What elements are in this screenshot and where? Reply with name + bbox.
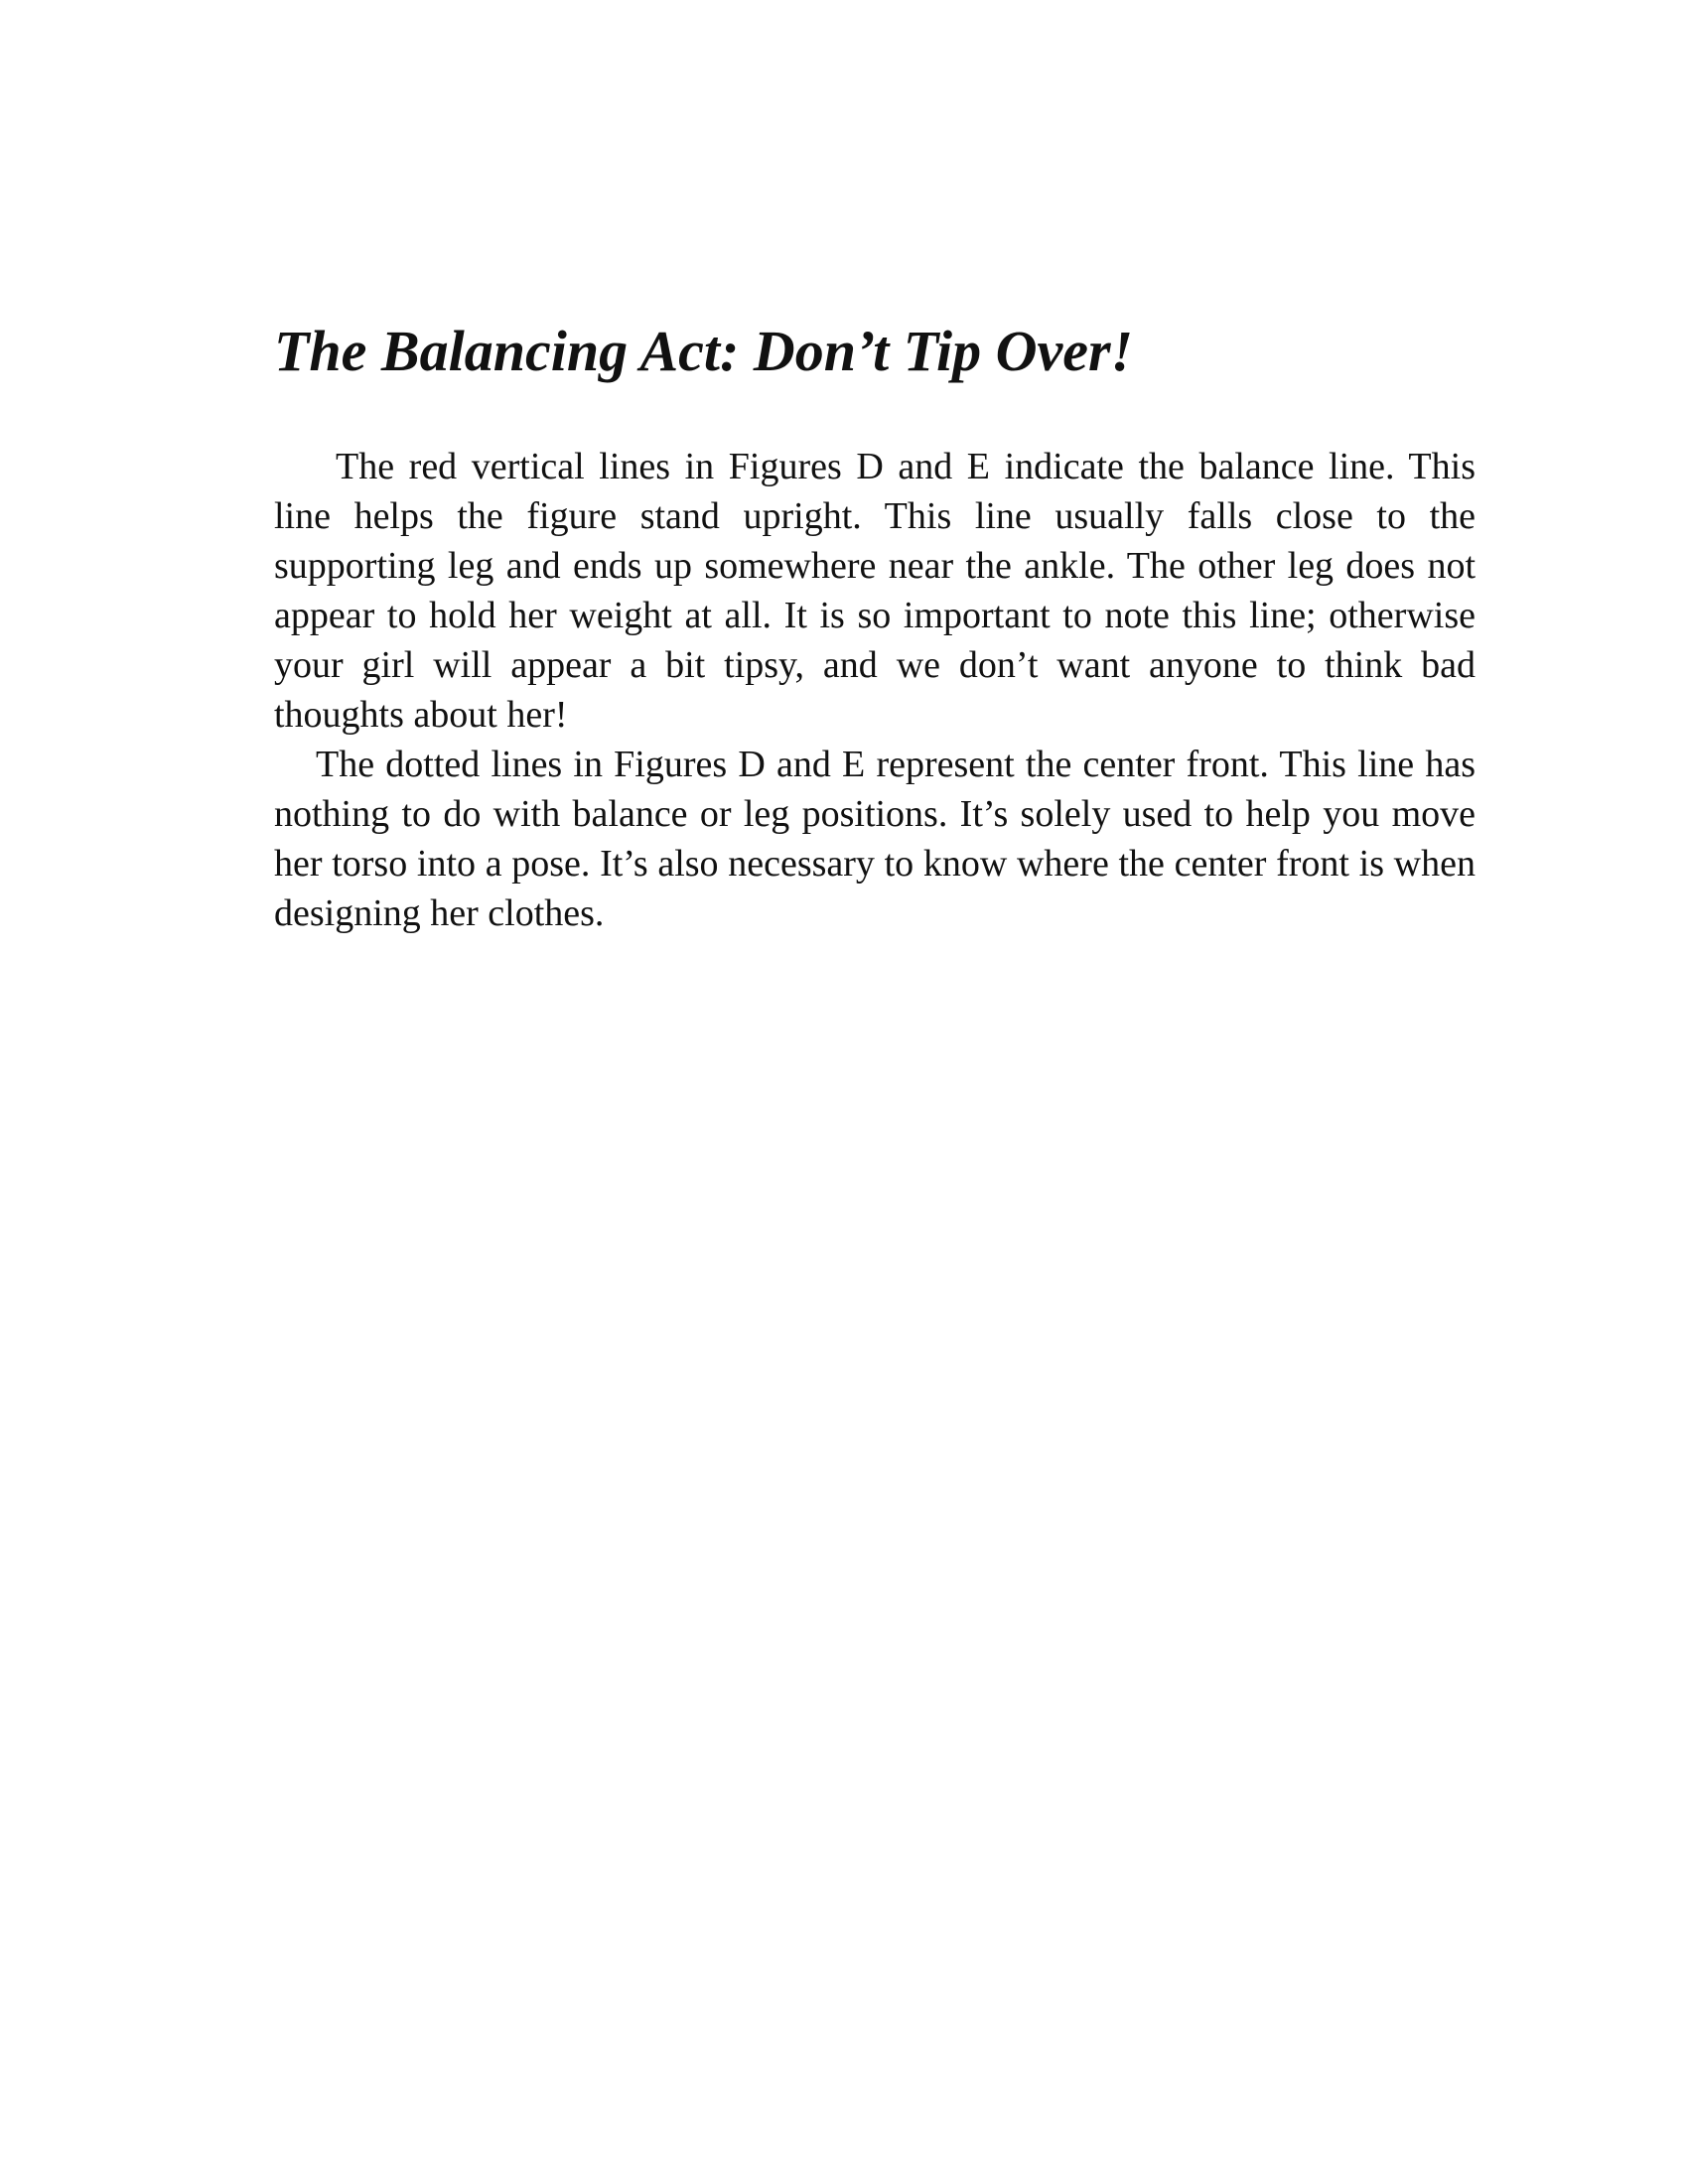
paragraph-center-front: The dotted lines in Figures D and E represent the center front. This line has nothing to do with balance or leg positions. It’s solely used to help you move her torso into a pose. It’s also necessary to know where the center front is when designing her clothes. (274, 744, 1476, 934)
section-title: The Balancing Act: Don’t Tip Over! (274, 319, 1134, 383)
paragraph-balance-line: The red vertical lines in Figures D and E indicate the balance line. This line helps the figure stand upright. This line usually falls close to the supporting leg and ends up somewhere near the ankle. The other leg does not appear to hold her weight at all. It is so important to note this line; otherwise your girl will appear a bit tipsy, and we don’t want anyone to think bad thoughts about her! (274, 446, 1476, 736)
body-text (274, 442, 1476, 938)
